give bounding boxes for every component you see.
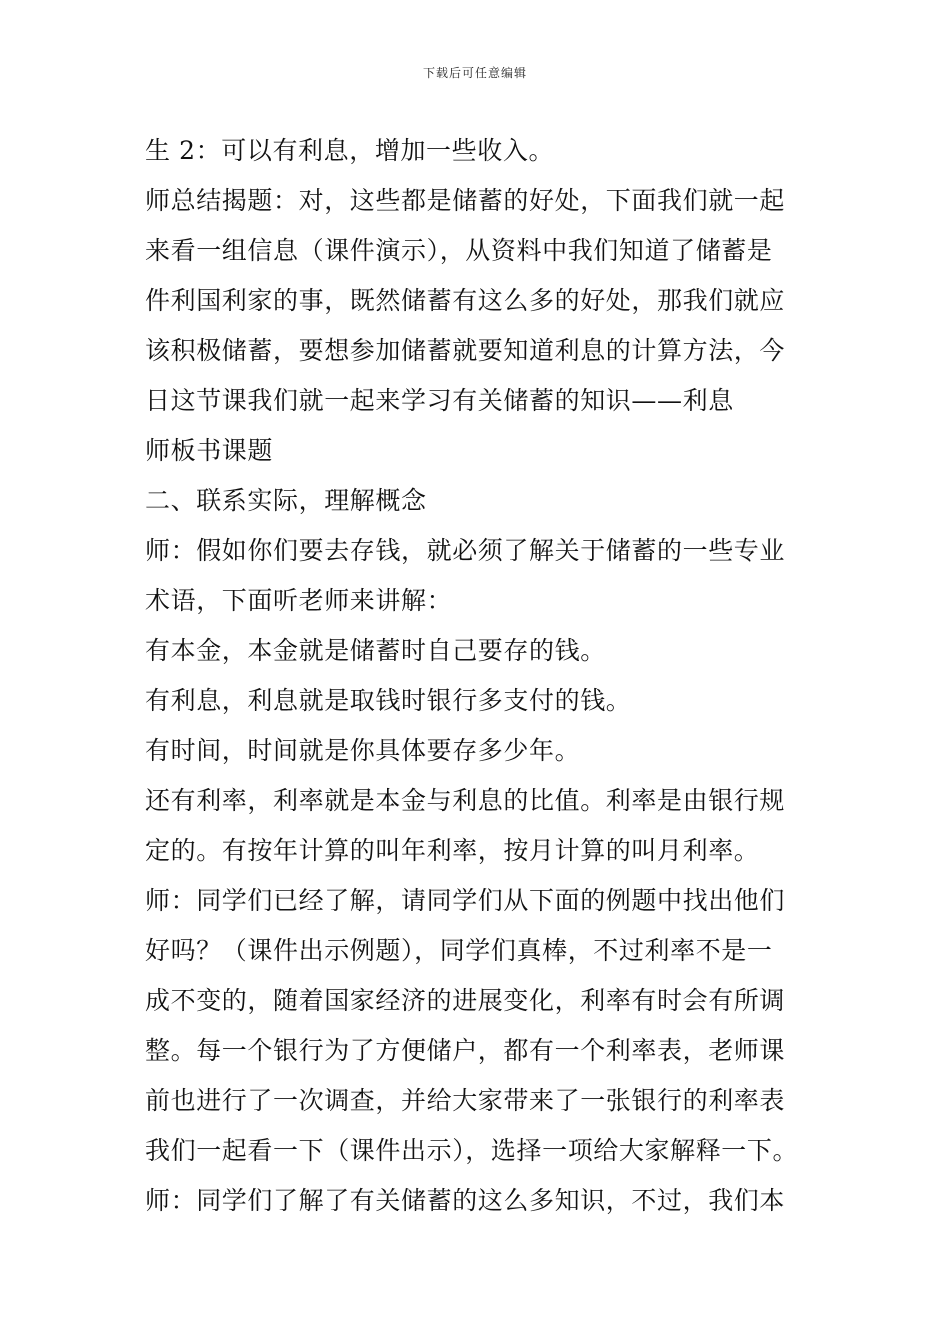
- text-line: 成不变的，随着国家经济的进展变化，利率有时会有所调: [145, 986, 786, 1015]
- text-line: 有本金，本金就是储蓄时自己要存的钱。: [145, 636, 606, 665]
- text-line: 师总结揭题：对，这些都是储蓄的好处，下面我们就一起: [145, 186, 786, 215]
- text-line: 件利国利家的事，既然储蓄有这么多的好处，那我们就应: [145, 286, 786, 315]
- text-line: 日这节课我们就一起来学习有关储蓄的知识——利息: [145, 386, 734, 415]
- document-body: [145, 126, 815, 1226]
- text-line: 前也进行了一次调查，并给大家带来了一张银行的利率表: [145, 1086, 786, 1115]
- text-line: 好吗？（课件出示例题），同学们真棒，不过利率不是一: [145, 936, 773, 965]
- text-line: 有时间，时间就是你具体要存多少年。: [145, 736, 581, 765]
- text-line: 师：假如你们要去存钱，就必须了解关于储蓄的一些专业: [145, 536, 786, 565]
- text-line: 该积极储蓄，要想参加储蓄就要知道利息的计算方法，今: [145, 336, 786, 365]
- text-line: 来看一组信息（课件演示），从资料中我们知道了储蓄是: [145, 236, 773, 265]
- text-line: 术语，下面听老师来讲解：: [145, 586, 453, 615]
- text-line: 还有利率，利率就是本金与利息的比值。利率是由银行规: [145, 786, 786, 815]
- text-line: 有利息，利息就是取钱时银行多支付的钱。: [145, 686, 632, 715]
- text-line: 师板书课题: [145, 436, 274, 465]
- text-line: 我们一起看一下（课件出示），选择一项给大家解释一下。: [145, 1136, 799, 1165]
- section-heading: 二、联系实际，理解概念: [145, 486, 427, 515]
- text-line: 师：同学们已经了解，请同学们从下面的例题中找出他们: [145, 886, 786, 915]
- text-line: 整。每一个银行为了方便储户，都有一个利率表，老师课: [145, 1036, 786, 1065]
- page-header: 下载后可任意编辑: [422, 66, 527, 80]
- text-line: 生 2：可以有利息，增加一些收入。: [145, 136, 555, 165]
- text-line: 定的。有按年计算的叫年利率，按月计算的叫月利率。: [145, 836, 760, 865]
- text-line: 师：同学们了解了有关储蓄的这么多知识，不过，我们本: [145, 1186, 786, 1215]
